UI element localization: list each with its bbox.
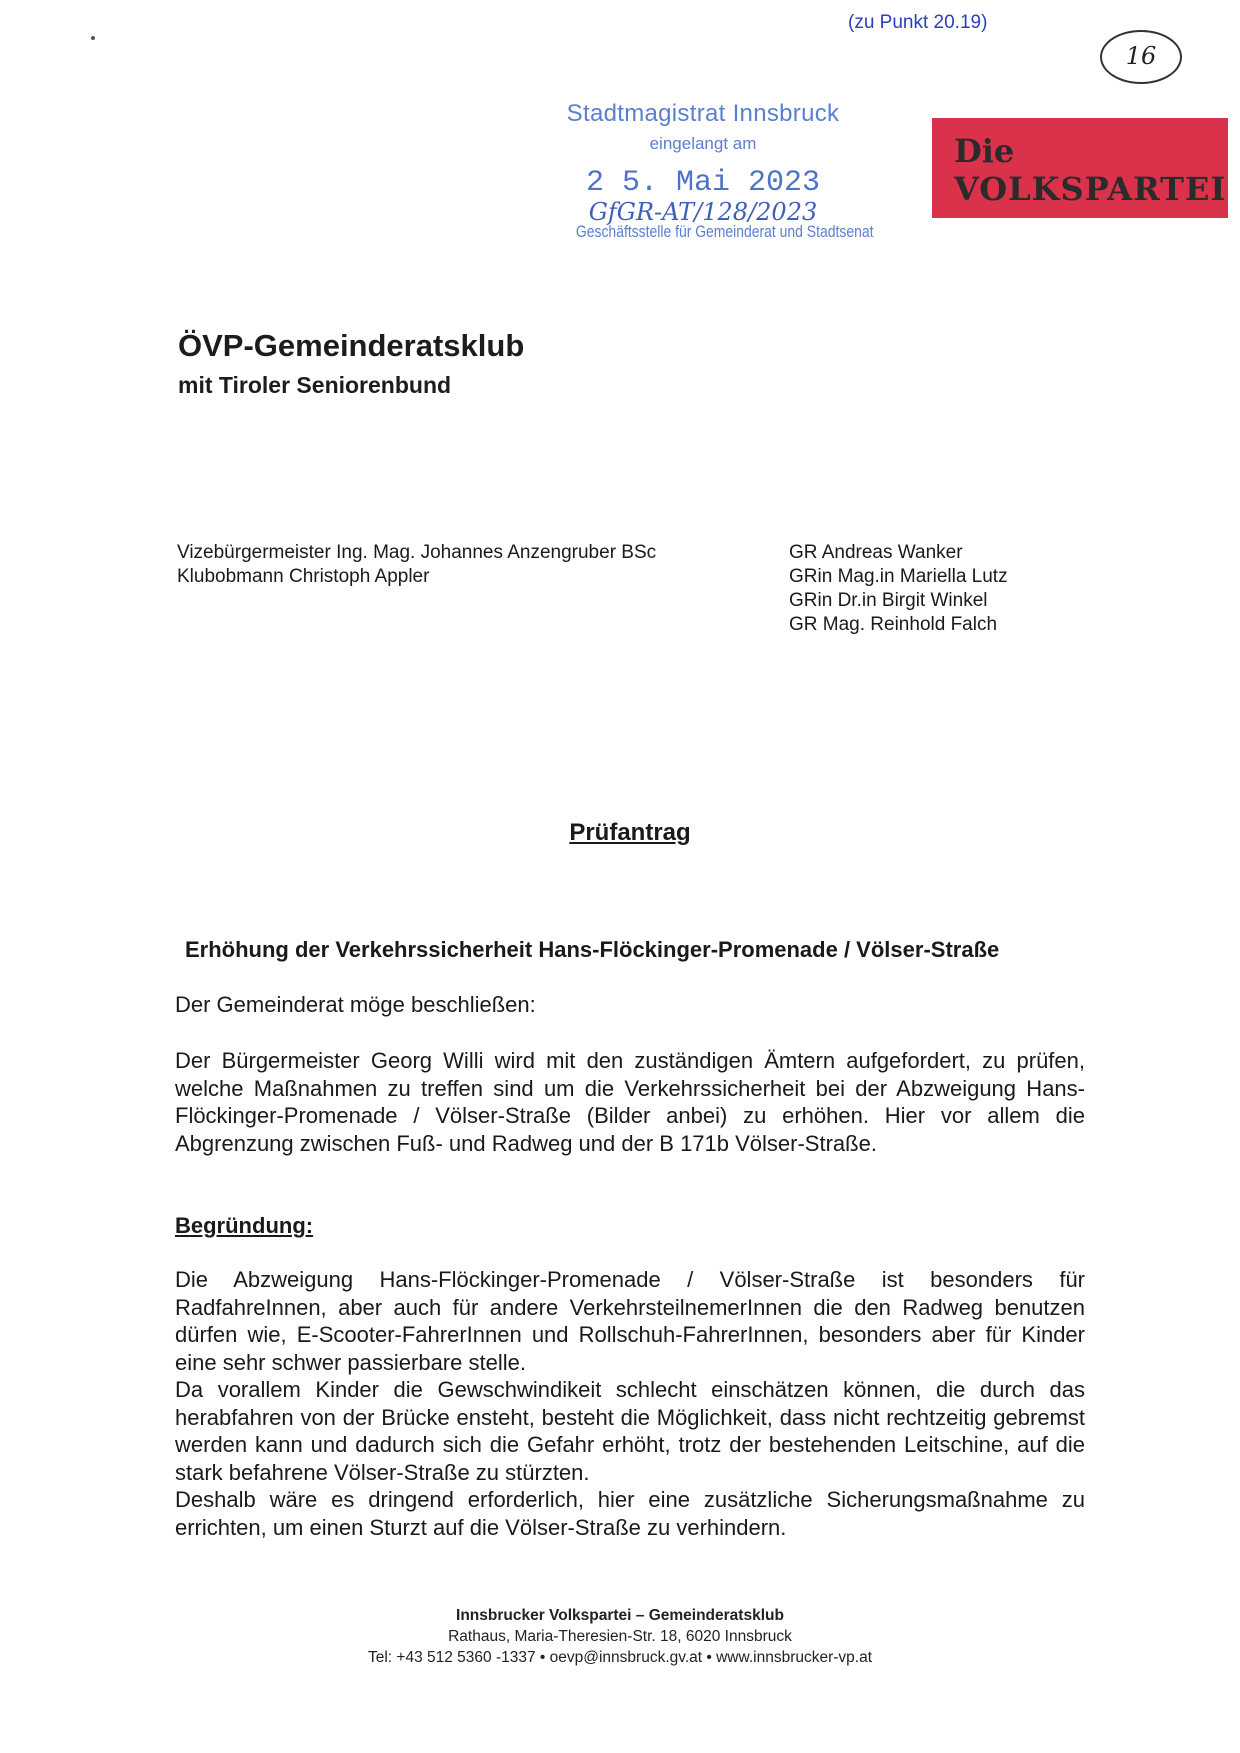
reason-paragraph: Deshalb wäre es dringend erforderlich, hier eine zusätzliche Sicherungsmaßnahme zu errichten, um einen Sturzt auf die Völser-Straße zu verhindern. [175, 1487, 1085, 1540]
stamp-received-label: eingelangt am [649, 134, 757, 153]
stamp-date: 2 5. Mai 2023 [585, 166, 821, 200]
footer-address: Rathaus, Maria-Theresien-Str. 18, 6020 Innsbruck [448, 1628, 792, 1645]
footer-org: Innsbrucker Volkspartei – Gemeinderatsklub [456, 1607, 784, 1624]
signatory: GRin Dr.in Birgit Winkel [789, 590, 988, 611]
stamp-file-number: GfGR-AT/128/2023 [588, 198, 818, 226]
reason-paragraph: Die Abzweigung Hans-Flöckinger-Promenade / Völser-Straße ist besonders für RadfahreInnen, aber auch für andere VerkehrsteilnemerInnen die den Radweg benutzen dürfen wie, E-Scooter-FahrerInnen und Rollschuh-FahrerInnen, besonders aber für Kinder eine sehr schwer passierbare stelle. [175, 1267, 1085, 1375]
signatories-left [177, 541, 656, 589]
footer-contact: Tel: +43 512 5360 -1337 • oevp@innsbruck.gv.at • www.innsbrucker-vp.at [367, 1649, 873, 1666]
signatory: Vizebürgermeister Ing. Mag. Johannes Anzengruber BSc [177, 542, 657, 563]
document-subject: Erhöhung der Verkehrssicherheit Hans-Flöckinger-Promenade / Völser-Straße [185, 937, 1000, 962]
document-title: Prüfantrag [569, 819, 691, 846]
volkspartei-logo [932, 118, 1228, 218]
stamp-department: Geschäftsstelle für Gemeinderat und Stadtsenat [575, 222, 874, 241]
signatory: GR Mag. Reinhold Falch [789, 614, 998, 635]
scan-speck [91, 36, 95, 40]
signatory: GR Andreas Wanker [789, 542, 963, 563]
footer [0, 1605, 1240, 1668]
signatories-right [789, 541, 1008, 637]
reason-body [175, 1266, 1085, 1541]
club-subtitle: mit Tiroler Seniorenbund [178, 372, 452, 398]
reason-heading: Begründung: [175, 1213, 314, 1238]
reason-paragraph: Da vorallem Kinder die Gewschwindikeit schlecht einschätzen können, die durch das herabfahren von der Brücke ensteht, besteht die Möglichkeit, dass nicht rechtzeitig gebremst werden kann und dadurch sich die Gefahr erhöht, trotz der bestehenden Leitschine, auf die stark befahrene Völser-Straße zu stürzten. [175, 1377, 1085, 1485]
agenda-reference: (zu Punkt 20.19) [848, 12, 988, 33]
stamp-office: Stadtmagistrat Innsbruck [566, 100, 840, 127]
club-title: ÖVP-Gemeinderatsklub [178, 328, 525, 363]
page-number-circle: 16 [1100, 30, 1182, 84]
logo-line-2: VOLKSPARTEI [954, 170, 1227, 208]
motion-intro: Der Gemeinderat möge beschließen: [175, 992, 536, 1017]
received-stamp [548, 100, 874, 242]
motion-request: Der Bürgermeister Georg Willi wird mit den zuständigen Ämtern aufgefordert, zu prüfen, welche Maßnahmen zu treffen sind um die Verkehrssicherheit bei der Abzweigung Hans-Flöckinger-Promenade / Völser-Straße (Bilder anbei) zu erhöhen. Hier vor allem die Abgrenzung zwischen Fuß- und Radweg und der B 171b Völser-Straße. [175, 1048, 1085, 1156]
logo-line-1: Die [954, 132, 1015, 170]
signatory: Klubobmann Christoph Appler [177, 566, 430, 587]
signatory: GRin Mag.in Mariella Lutz [789, 566, 1008, 587]
